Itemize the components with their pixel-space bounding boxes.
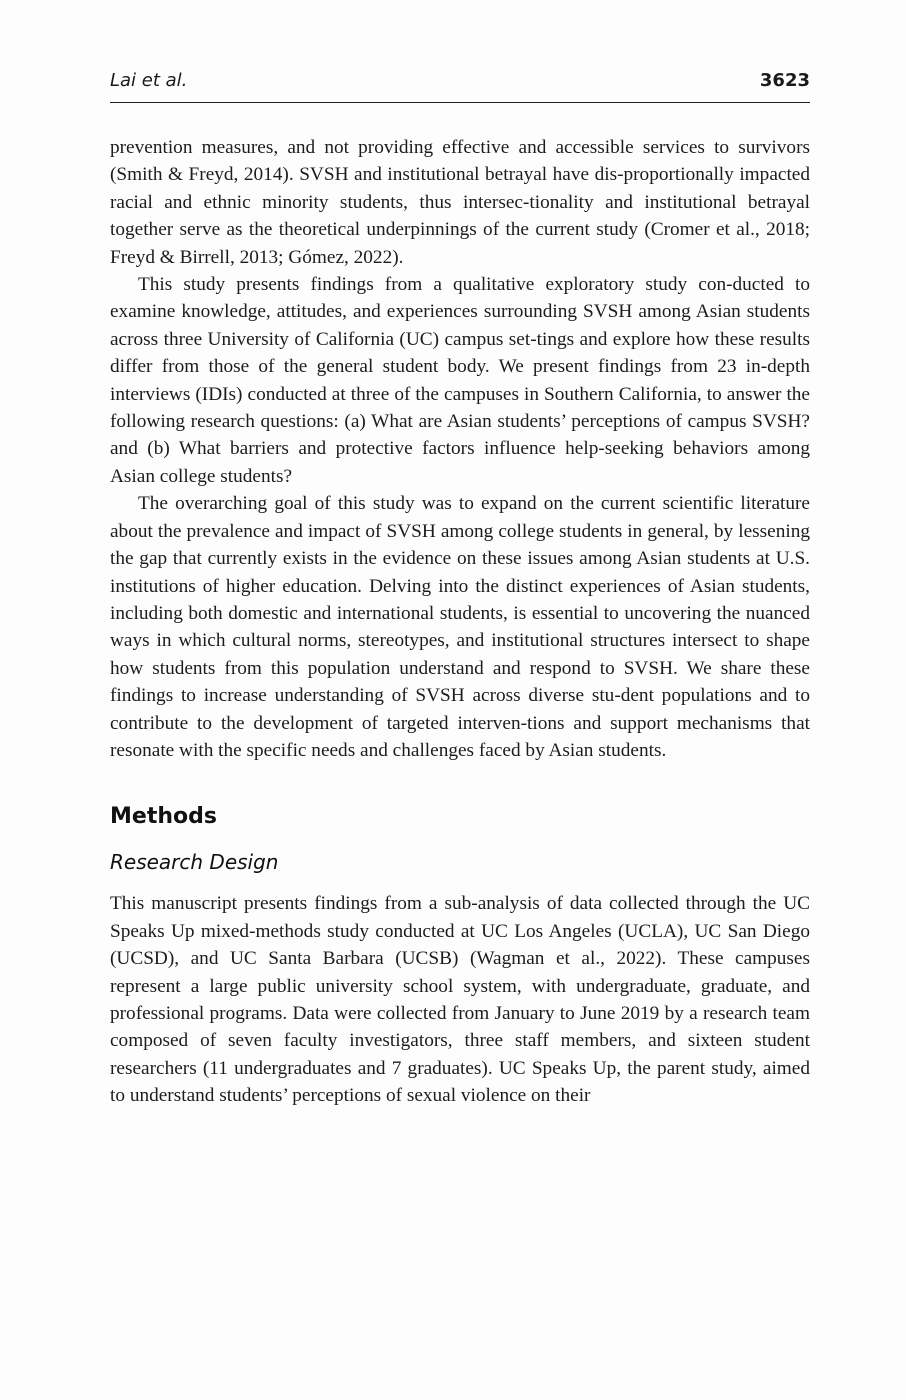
paragraph-study-overview: This study presents findings from a qualitative exploratory study con-ducted to examine knowledge, attitudes, and experiences surrounding SVSH among Asian students across three University of California (UC) campus set-tings and explore how these results differ from those of the general student body. We present findings from 23 in-depth interviews (IDIs) conducted at three of the campuses in Southern California, to answer the following research questions: (a) What are Asian students’ perceptions of campus SVSH? and (b) What barriers and protective factors influence help-seeking behaviors among Asian college students? xyxy=(110,274,810,487)
paragraph-study-goal: The overarching goal of this study was to expand on the current scientific literature about the prevalence and impact of SVSH among college students in general, by lessening the gap that currently exists in the evidence on these issues among Asian students at U.S. institutions of higher education. Delving into the distinct experiences of Asian students, including both domestic and international students, is essential to uncovering the nuanced ways in which cultural norms, stereotypes, and institutional structures intersect to shape how students from this population understand and respond to SVSH. We share these findings to increase understanding of SVSH across diverse stu-dent populations and to contribute to the development of targeted interven-tions and support mechanisms that resonate with the specific needs and challenges faced by Asian students. xyxy=(110,493,810,761)
section-heading-methods: Methods xyxy=(110,804,217,830)
running-header xyxy=(110,70,810,103)
article-body xyxy=(110,134,810,1110)
page-number: 3623 xyxy=(759,70,810,91)
running-head-author: Lai et al. xyxy=(110,70,188,91)
subsection-heading-research-design: Research Design xyxy=(110,850,279,875)
paragraph-research-design: This manuscript presents findings from a sub-analysis of data collected through the UC Speaks Up mixed-methods study conducted at UC Los Angeles (UCLA), UC San Diego (UCSD), and UC Santa Barbara (UCSB) (Wagman et al., 2022). These campuses represent a large public university school system, with undergraduate, graduate, and professional programs. Data were collected from January to June 2019 by a research team composed of seven faculty investigators, three staff members, and sixteen student researchers (11 undergraduates and 7 graduates). UC Speaks Up, the parent study, aimed to understand students’ perceptions of sexual violence on their xyxy=(110,893,810,1107)
paragraph-intro-continuation: prevention measures, and not providing effective and accessible services to survivors (Smith & Freyd, 2014). SVSH and institutional betrayal have dis-proportionally impacted racial and ethnic minority students, thus intersec-tionality and institutional betrayal together serve as the theoretical underpinnings of the current study (Cromer et al., 2018; Freyd & Birrell, 2013; Gómez, 2022). xyxy=(110,137,810,268)
